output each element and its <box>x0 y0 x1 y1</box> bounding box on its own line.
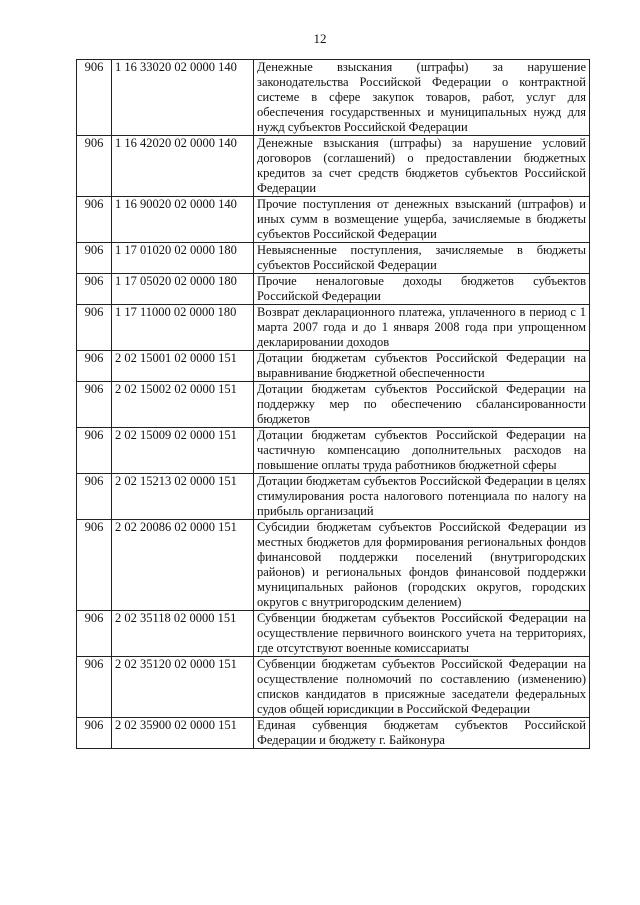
admin-code-cell: 906 <box>77 197 112 243</box>
admin-code-cell: 906 <box>77 382 112 428</box>
revenue-code-cell: 2 02 35900 02 0000 151 <box>112 718 254 749</box>
admin-code-cell: 906 <box>77 611 112 657</box>
revenue-code-cell: 2 02 15213 02 0000 151 <box>112 474 254 520</box>
revenue-name-cell: Субвенции бюджетам субъектов Российской Федерации на осуществление первичного воинского учета на территориях, где отсутствуют военные комиссариаты <box>254 611 590 657</box>
admin-code-cell: 906 <box>77 520 112 611</box>
admin-code-cell: 906 <box>77 657 112 718</box>
table-row <box>77 136 590 197</box>
page-number: 12 <box>313 31 327 46</box>
revenue-code-cell: 1 16 42020 02 0000 140 <box>112 136 254 197</box>
revenue-code-cell: 1 17 05020 02 0000 180 <box>112 274 254 305</box>
revenue-code-cell: 2 02 15001 02 0000 151 <box>112 351 254 382</box>
table-row <box>77 474 590 520</box>
revenue-name-cell: Невыясненные поступления, зачисляемые в бюджеты субъектов Российской Федерации <box>254 243 590 274</box>
table-row <box>77 382 590 428</box>
revenue-name-cell: Прочие неналоговые доходы бюджетов субъектов Российской Федерации <box>254 274 590 305</box>
revenue-name-cell: Дотации бюджетам субъектов Российской Федерации на поддержку мер по обеспечению сбалансированности бюджетов <box>254 382 590 428</box>
revenue-code-cell: 1 16 33020 02 0000 140 <box>112 60 254 136</box>
revenue-name-cell: Субсидии бюджетам субъектов Российской Федерации из местных бюджетов для формирования региональных фондов финансовой поддержки поселений (внутригородских районов) и региональных фондов финансовой поддержки муниципальных районов (городских округов, городских округов с внутригородским делением) <box>254 520 590 611</box>
admin-code-cell: 906 <box>77 474 112 520</box>
admin-code-cell: 906 <box>77 243 112 274</box>
admin-code-cell: 906 <box>77 305 112 351</box>
revenue-name-cell: Денежные взыскания (штрафы) за нарушение законодательства Российской Федерации о контрактной системе в сфере закупок товаров, работ, услуг для обеспечения государственных и муниципальных нужд для нужд субъектов Российской Федерации <box>254 60 590 136</box>
revenue-name-cell: Дотации бюджетам субъектов Российской Федерации на выравнивание бюджетной обеспеченности <box>254 351 590 382</box>
table-row <box>77 520 590 611</box>
table-row <box>77 657 590 718</box>
revenue-code-cell: 2 02 35118 02 0000 151 <box>112 611 254 657</box>
revenue-code-cell: 2 02 15009 02 0000 151 <box>112 428 254 474</box>
admin-code-cell: 906 <box>77 60 112 136</box>
table-row <box>77 305 590 351</box>
revenue-code-cell: 2 02 20086 02 0000 151 <box>112 520 254 611</box>
admin-code-cell: 906 <box>77 274 112 305</box>
revenue-name-cell: Субвенции бюджетам субъектов Российской Федерации на осуществление полномочий по составлению (изменению) списков кандидатов в присяжные заседатели федеральных судов общей юрисдикции в Российской Федерации <box>254 657 590 718</box>
revenue-name-cell: Дотации бюджетам субъектов Российской Федерации на частичную компенсацию дополнительных расходов на повышение оплаты труда работников бюджетной сферы <box>254 428 590 474</box>
table-row <box>77 718 590 749</box>
budget-codes-table <box>76 59 590 749</box>
revenue-name-cell: Единая субвенция бюджетам субъектов Российской Федерации и бюджету г. Байконура <box>254 718 590 749</box>
revenue-code-cell: 1 17 01020 02 0000 180 <box>112 243 254 274</box>
revenue-name-cell: Дотации бюджетам субъектов Российской Федерации в целях стимулирования роста налогового потенциала по налогу на прибыль организаций <box>254 474 590 520</box>
table-row <box>77 274 590 305</box>
table-row <box>77 428 590 474</box>
admin-code-cell: 906 <box>77 718 112 749</box>
table-row <box>77 611 590 657</box>
table-row <box>77 243 590 274</box>
admin-code-cell: 906 <box>77 428 112 474</box>
admin-code-cell: 906 <box>77 136 112 197</box>
revenue-code-cell: 2 02 35120 02 0000 151 <box>112 657 254 718</box>
revenue-name-cell: Прочие поступления от денежных взысканий (штрафов) и иных сумм в возмещение ущерба, зачисляемые в бюджеты субъектов Российской Федерации <box>254 197 590 243</box>
table-row <box>77 60 590 136</box>
revenue-code-cell: 2 02 15002 02 0000 151 <box>112 382 254 428</box>
table-row <box>77 197 590 243</box>
revenue-name-cell: Возврат декларационного платежа, уплаченного в период с 1 марта 2007 года и до 1 января 2008 года при упрощенном декларировании доходов <box>254 305 590 351</box>
admin-code-cell: 906 <box>77 351 112 382</box>
table-row <box>77 351 590 382</box>
revenue-code-cell: 1 16 90020 02 0000 140 <box>112 197 254 243</box>
revenue-name-cell: Денежные взыскания (штрафы) за нарушение условий договоров (соглашений) о предоставлении бюджетных кредитов за счет средств бюджетов субъектов Российской Федерации <box>254 136 590 197</box>
revenue-code-cell: 1 17 11000 02 0000 180 <box>112 305 254 351</box>
